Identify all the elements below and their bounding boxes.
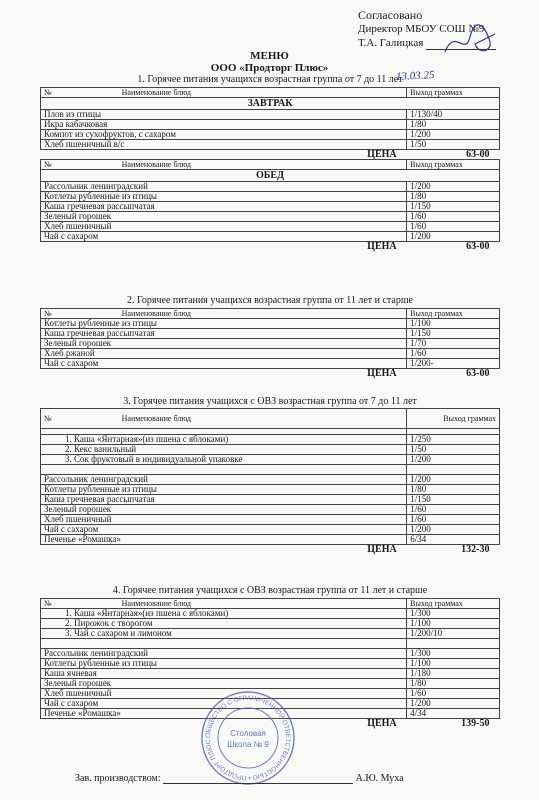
dish-yield: 1/100: [407, 619, 500, 629]
dish-yield: 1/50: [407, 140, 500, 150]
dish-name: Зеленый горошек: [41, 212, 407, 222]
dish-yield: 1/200: [407, 525, 500, 535]
stamp-center-line2: Школа № 9: [227, 740, 269, 749]
dish-yield: 1/80: [407, 679, 500, 689]
dish-name: Хлеб пшеничный в/с: [41, 140, 407, 150]
dish-name: Каша гречневая рассыпчатая: [41, 495, 407, 505]
dish-yield: 1/80: [407, 485, 500, 495]
dish-yield: 1/80: [407, 120, 500, 130]
dish-name: Чай с сахаром: [41, 525, 407, 535]
dish-name: Хлеб ржаной: [41, 349, 407, 359]
price-value: 63-00: [407, 242, 500, 252]
dish-yield: 1/300: [407, 649, 500, 659]
price-label: ЦЕНА: [41, 242, 407, 252]
dish-yield: 1/250: [407, 435, 500, 445]
dish-name: Компот из сухофруктов, с сахаром: [41, 130, 407, 140]
dish-name: Каша гречневая рассыпчатая: [41, 202, 407, 212]
price-value: 63-00: [407, 369, 500, 379]
dish-name: Чай с сахаром: [41, 699, 407, 709]
company-stamp: [200, 690, 296, 786]
dish-name: Печенье «Ромашка»: [41, 535, 407, 545]
stamp-center-line1: Столовая: [230, 729, 266, 738]
footer-label: Зав. производством:: [75, 773, 161, 784]
dish-yield: 1/300: [407, 609, 500, 619]
footer-signature-line: [163, 775, 353, 784]
page-title: МЕНЮ: [250, 50, 289, 62]
approval-date: 13.03.25: [395, 69, 435, 83]
price-value: 139-50: [407, 719, 500, 729]
price-label: ЦЕНА: [41, 545, 407, 555]
dish-yield: 1/200-: [407, 359, 500, 369]
section-2-table: № Наименование блюд Выход граммах Котлеты рубленные из птицы 1/100 Каша гречневая рассыпчатая 1/150 Зеленый горошек 1/70 Хлеб ржаной 1/60 Чай с сахаром 1/200- ЦЕНА 63-00: [40, 308, 500, 379]
dish-name: Чай с сахаром: [41, 359, 407, 369]
dish-yield: 1/150: [407, 202, 500, 212]
price-value: 63-00: [407, 150, 500, 160]
dish-yield: 1/200: [407, 130, 500, 140]
price-value: 132-30: [407, 545, 500, 555]
dish-yield: 1/150: [407, 495, 500, 505]
dish-yield: 1/200: [407, 232, 500, 242]
dish-yield: 1/60: [407, 212, 500, 222]
footer-name: А.Ю. Муха: [355, 773, 404, 784]
section-4-table: № Наименование блюд Выход граммах 1. Каша «Янтарная»(из пшена с яблоками) 1/300 2. Пирожок с творогом 1/100 3. Чай с сахаром и лимоном 1/200/10 Рассольник ленинградский 1/300 Котлеты рубленные из птицы 1/100 Каша ячневая 1/180 Зеленый горошек 1/80 Хлеб пшеничный 1/60 Чай с сахаром 1/200 Печенье «Ромашка» 4/34 ЦЕНА 139-50: [40, 598, 500, 729]
dish-yield: 4/34: [407, 709, 500, 719]
section-1-table: № Наименование блюд Выход граммах ЗАВТРАК Плов из птицы 1/130/40 Икра кабачковая 1/80 Компот из сухофруктов, с сахаром 1/200 Хлеб пшеничный в/с 1/50 ЦЕНА 63-00 № Наименование блюд Выход граммах ОБЕД Рассольник ленинградский 1/200 Котлеты рубленные из птицы 1/80 Каша гречневая рассыпчатая 1/150 Зеленый горошек 1/60 Хлеб пшеничный 1/60 Чай с сахаром 1/200 ЦЕНА 63-00: [40, 87, 500, 252]
company-name: ООО «Продторг Плюс»: [210, 62, 329, 74]
dish-name: 1. Каша «Янтарная»(из пшена с яблоками): [41, 435, 407, 445]
dish-name: Каша ячневая: [41, 669, 407, 679]
dish-yield: 1/200: [407, 475, 500, 485]
approval-title: Согласовано: [358, 8, 423, 22]
dish-yield: 1/60: [407, 515, 500, 525]
dish-name: 1. Каша «Янтарная»(из пшена с яблоками): [41, 609, 407, 619]
dish-yield: 1/180: [407, 669, 500, 679]
dish-name: Рассольник ленинградский: [41, 182, 407, 192]
dish-name: Плов из птицы: [41, 110, 407, 120]
dish-name: 2. Пирожок с творогом: [41, 619, 407, 629]
dish-yield: 1/80: [407, 192, 500, 202]
dish-name: Котлеты рубленные из птицы: [41, 192, 407, 202]
dish-name: 3. Чай с сахаром и лимоном: [41, 629, 407, 639]
section-3-heading: 3. Горячее питания учащихся с ОВЗ возрастная группа от 7 до 11 лет: [123, 396, 417, 407]
section-1-heading: 1. Горячее питания учащихся возрастная группа от 7 до 11 лет: [137, 74, 403, 85]
dish-yield: 1/70: [407, 339, 500, 349]
dish-name: Чай с сахаром: [41, 232, 407, 242]
dish-name: Хлеб пшеничный: [41, 222, 407, 232]
approval-position: Директор МБОУ СОШ №9: [358, 23, 485, 35]
section-3-table: № Наименование блюд Выход граммах 1. Каша «Янтарная»(из пшена с яблоками) 1/250 2. Кекс ванильный 1/50 3. Сок фруктовый в индивидуальной упаковке 1/200 Рассольник ленинградский 1/200 Котлеты рубленные из птицы 1/80 Каша гречневая рассыпчатая 1/150 Зеленый горошек 1/60 Хлеб пшеничный 1/60 Чай с сахаром 1/200 Печенье «Ромашка» 6/34 ЦЕНА 132-30: [40, 408, 500, 555]
dish-yield: 6/34: [407, 535, 500, 545]
dish-yield: 1/60: [407, 349, 500, 359]
dish-yield: 1/200: [407, 699, 500, 709]
dish-yield: 1/60: [407, 505, 500, 515]
dish-name: Котлеты рубленные из птицы: [41, 319, 407, 329]
price-label: ЦЕНА: [41, 369, 407, 379]
section-4-heading: 4. Горячее питания учащихся с ОВЗ возрастная группа от 11 лет и старше: [112, 585, 428, 596]
stamp-ring-text: ОБЩЕСТВО С ОГРАНИЧЕННОЙ ОТВЕТСТВЕННОСТЬЮ • ПРОДТОРГ ПЛЮС: [204, 694, 292, 782]
dish-yield: 1/200: [407, 182, 500, 192]
dish-name: Зеленый горошек: [41, 339, 407, 349]
price-label: ЦЕНА: [41, 719, 407, 729]
price-label: ЦЕНА: [41, 150, 407, 160]
dish-name: Рассольник ленинградский: [41, 475, 407, 485]
dish-yield: 1/100: [407, 319, 500, 329]
dish-name: Печенье «Ромашка»: [41, 709, 407, 719]
dish-name: 3. Сок фруктовый в индивидуальной упаковке: [41, 455, 407, 465]
dish-yield: 1/130/40: [407, 110, 500, 120]
meal-label: ЗАВТРАК: [41, 98, 500, 110]
footer-signature: [75, 773, 404, 784]
dish-name: Икра кабачковая: [41, 120, 407, 130]
approval-name: Т.А. Галицкая: [358, 37, 424, 49]
dish-yield: 1/200/10: [407, 629, 500, 639]
dish-name: Каша гречневая рассыпчатая: [41, 329, 407, 339]
dish-yield: 1/100: [407, 659, 500, 669]
dish-yield: 1/60: [407, 222, 500, 232]
section-2-heading: 2. Горячее питания учащихся возрастная группа от 11 лет и старше: [127, 295, 413, 306]
dish-name: Хлеб пшеничный: [41, 515, 407, 525]
dish-name: Зеленый горошек: [41, 679, 407, 689]
dish-yield: 1/60: [407, 689, 500, 699]
dish-name: Хлеб пшеничный: [41, 689, 407, 699]
dish-yield: 1/200: [407, 455, 500, 465]
dish-yield: 1/150: [407, 329, 500, 339]
dish-name: Котлеты рубленные из птицы: [41, 659, 407, 669]
dish-name: Рассольник ленинградский: [41, 649, 407, 659]
dish-yield: 1/50: [407, 445, 500, 455]
meal-label: ОБЕД: [41, 170, 500, 182]
dish-name: 2. Кекс ванильный: [41, 445, 407, 455]
dish-name: Котлеты рубленные из птицы: [41, 485, 407, 495]
dish-name: Зеленый горошек: [41, 505, 407, 515]
